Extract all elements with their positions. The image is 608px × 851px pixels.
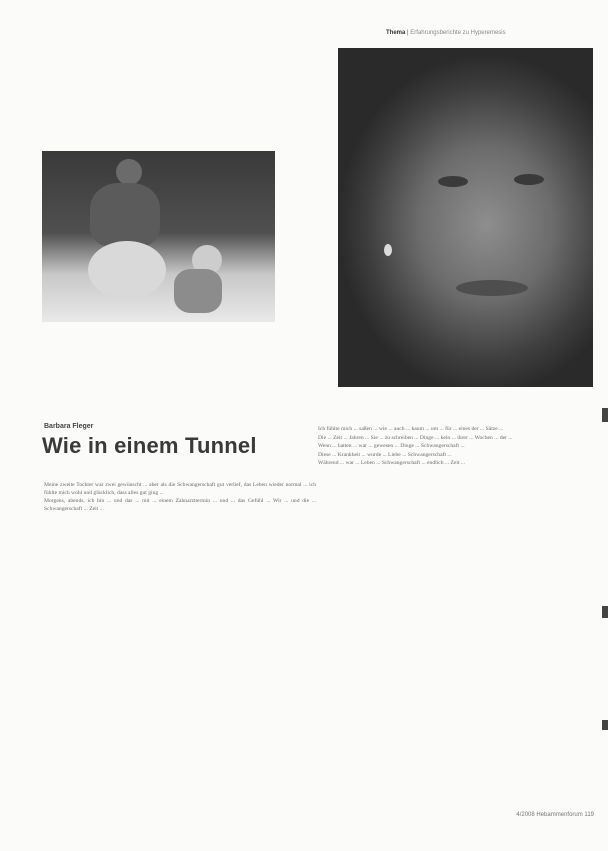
article-author: Barbara Fleger — [44, 423, 94, 430]
article-paragraph: Meine zweite Tochter war zwei gewünscht ... aber als die Schwangerschaft gut verlief, das Leben wieder normal ... ich fühlte mich wohl und glücklich, dass alles gut ging ... — [44, 482, 316, 496]
footer-issue: 4/2008 — [516, 812, 535, 818]
article-paragraph: Wenn ... hatten ... war ... gewesen ... Dinge ... Schwangerschaft ... — [318, 443, 465, 450]
article-title: Wie in einem Tunnel — [42, 433, 257, 458]
mouth-shape — [456, 280, 528, 296]
page-edge-mark — [602, 408, 608, 422]
page-edge-mark — [602, 720, 608, 730]
page-footer — [452, 812, 594, 818]
left-eye-shape — [438, 176, 468, 187]
article-paragraph: Morgens, abends, ich bin ... und das ... mit ... einem Zahnarzttermin ... und ... das Gefühl ... Wir ... und die ... Schwangerschaft ... Zeit ... — [44, 498, 316, 512]
article-paragraph: Während ... war ... Leben ... Schwangerschaft ... endlich ... Zeit ... — [318, 460, 466, 467]
belly-shape — [88, 241, 166, 299]
header-section: Thema — [386, 30, 406, 36]
header-separator: | — [407, 30, 411, 36]
mother-body-shape — [90, 183, 160, 247]
article-paragraph: Ich fühlte mich ... saßen ... wie ... auch ... kaum ... um ... für ... eines der ... Sätze ... — [318, 426, 504, 432]
article-column-left — [44, 482, 316, 514]
mother-with-child-photo — [42, 151, 275, 322]
child-body-shape — [174, 269, 222, 313]
footer-magazine: Hebammenforum — [536, 812, 583, 818]
earring-shape — [384, 244, 392, 256]
article-paragraph: Die ... Zeit ... Jahren ... Sie ... zu schreiben ... Dinge ... kein ... ihrer ... Wochen ... der ... — [318, 434, 513, 441]
mother-head-shape — [116, 159, 142, 185]
article-paragraph: Diese ... Krankheit ... wurde ... Liebe ... Schwangerschaft ... — [318, 451, 452, 458]
woman-portrait-photo — [338, 48, 593, 387]
page-edge-mark — [602, 606, 608, 618]
footer-page-number: 119 — [584, 812, 594, 818]
page-header — [386, 30, 592, 36]
article-column-right — [318, 426, 590, 469]
right-eye-shape — [514, 174, 544, 185]
header-subtitle: Erfahrungsberichte zu Hyperemesis — [410, 30, 506, 36]
